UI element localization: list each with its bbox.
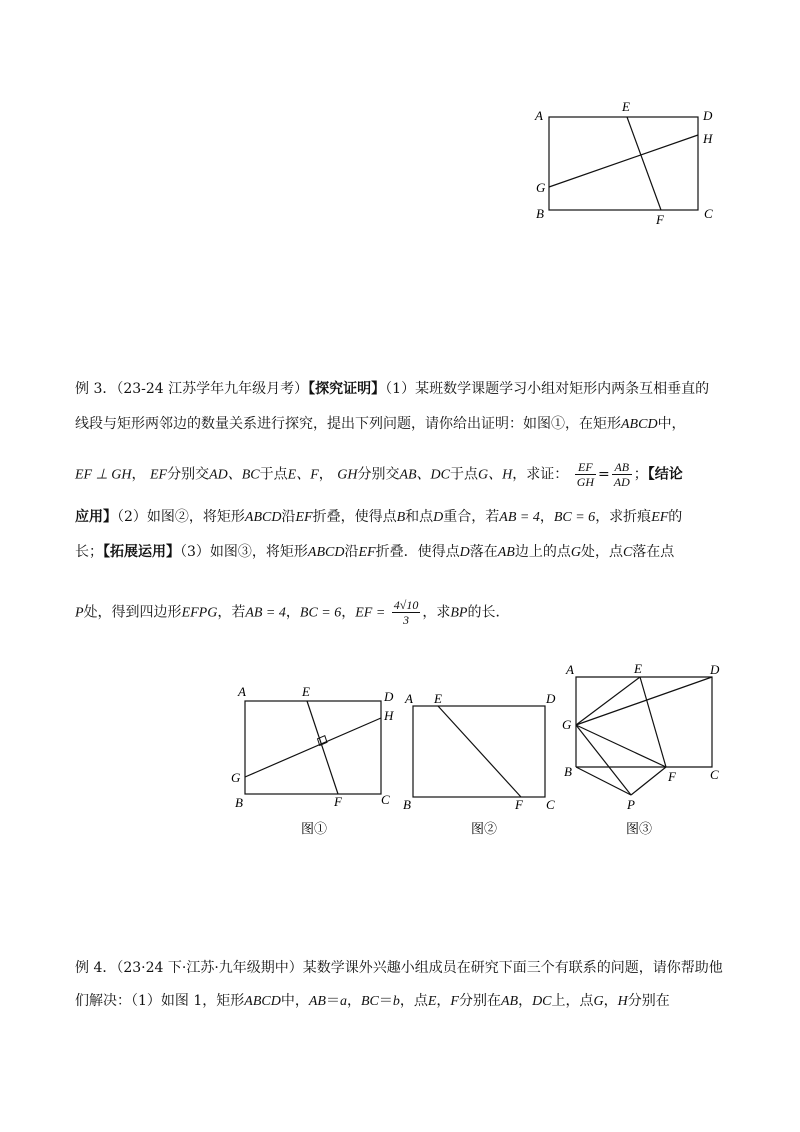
- ex4-l2-t4: ，: [346, 993, 361, 1009]
- fig2-label-a: A: [405, 691, 413, 706]
- fig1-label-f: F: [334, 794, 342, 809]
- ex3-fraction-4root10-3: $\frac{4√10}{3}$: [393, 598, 419, 627]
- ex3-gh: GH: [337, 467, 358, 483]
- figure-1: [231, 684, 394, 836]
- ex3-line-5: [75, 541, 674, 561]
- ex4-l2-t10: 上，点: [551, 993, 594, 1009]
- ex3-l5-t6: 边上的点: [514, 544, 571, 560]
- ex4-l2-ab: AB: [308, 994, 326, 1009]
- fig2-label-c: C: [546, 797, 555, 812]
- fig3-segment-bp: [576, 767, 631, 795]
- fig2-label-d: D: [546, 691, 556, 706]
- ex3-ef-points: E、F: [287, 467, 319, 483]
- ex3-l6-ab: AB = 4: [245, 605, 286, 621]
- fig1-label-c: C: [381, 792, 390, 807]
- ex4-text-1: 例 4．（23·24 下·江苏·九年级期中）某数学课外兴趣小组成员在研究下面三个有联系的问题，请你帮助他: [75, 960, 723, 976]
- ex3-line-3: [75, 460, 683, 489]
- fig1-label-g: G: [231, 770, 241, 785]
- ex3-l4-t7: 的: [668, 509, 683, 525]
- fig2-segment-ef: [438, 706, 521, 797]
- ex3-l6-c2: ，: [341, 604, 356, 621]
- ex3-l6-quad: EFPG: [181, 605, 218, 621]
- ex3-tag-extend: 【拓展运用】: [103, 544, 180, 560]
- ex3-text-1: （1）某班数学课题学习小组对矩形内两条互相垂直的: [385, 381, 710, 397]
- ex4-l2-e: E: [427, 994, 437, 1009]
- ex3-l6-t1: 处，得到四边形: [83, 604, 182, 621]
- ex3-line-6: [75, 598, 509, 627]
- ex3-t2: 于点: [259, 466, 288, 483]
- fig1-label-e: E: [302, 684, 310, 699]
- ex3-fraction-ef-gh: $\frac{EF}{GH}$: [576, 460, 595, 489]
- ex3-l5-t2: （3）如图③，将矩形: [180, 544, 308, 560]
- ex4-line-1: [75, 957, 723, 977]
- fig3-label-g: G: [562, 717, 572, 732]
- ex4-l2-b: b: [392, 994, 400, 1009]
- fig3-segment-ge: [576, 677, 640, 725]
- ex3-l4-c1: ，: [539, 509, 554, 525]
- ex3-tag-apply-a: 【结论: [647, 466, 683, 483]
- ex3-tag-apply-b: 应用】: [75, 509, 117, 525]
- fig3-label-d: D: [710, 662, 720, 677]
- ex3-l4-t1: （2）如图②，将矩形: [117, 509, 245, 525]
- ex3-l4-bc: BC = 6: [553, 510, 596, 525]
- ex4-l2-t7: ，: [436, 993, 451, 1009]
- fig1-label-a: A: [238, 684, 246, 699]
- fig3-segment-gp: [576, 725, 631, 795]
- fig3-label-p: P: [627, 797, 635, 812]
- ex3-l4-b: B: [396, 510, 406, 525]
- ex4-l2-a: a: [339, 994, 347, 1009]
- ex3-l6-ef: EF =: [355, 605, 386, 621]
- ex3-l6-t4: 的长．: [467, 604, 510, 621]
- ex4-l2-rect: ABCD: [244, 994, 281, 1009]
- ex3-l6-p: P: [75, 605, 84, 621]
- fig3-label-f: F: [668, 769, 676, 784]
- ex3-ef: EF: [149, 467, 168, 483]
- top-rectangle: [549, 117, 698, 210]
- ex4-l2-t9: ，: [518, 993, 533, 1009]
- ex3-l5-c: C: [622, 545, 633, 560]
- ex4-l2-bc: BC: [360, 994, 379, 1009]
- ex3-l4-t3: 折叠，使得点: [312, 509, 397, 525]
- ex3-l4-t6: ，求折痕: [595, 509, 652, 525]
- ex4-l2-ab2: AB: [500, 994, 519, 1009]
- fig1-label-h: H: [384, 708, 394, 723]
- ex3-tag-explore: 【探究证明】: [308, 381, 386, 397]
- ex4-l2-t8: 分别在: [458, 993, 501, 1009]
- ex3-rect-abcd: ABCD: [621, 417, 658, 432]
- ex3-text-2a: 线段与矩形两邻边的数量关系进行探究，提出下列问题，请你给出证明：如图①，在矩形: [75, 416, 621, 432]
- fig1-segment-gh: [245, 718, 381, 777]
- ex3-l5-t3: 沿: [344, 544, 359, 560]
- figure-2: [403, 691, 556, 836]
- ex3-l5-d: D: [459, 545, 470, 560]
- top-label-c: C: [704, 206, 713, 221]
- fig1-label-b: B: [235, 795, 243, 810]
- fig3-segment-ef: [640, 677, 666, 767]
- ex3-t3: ，: [318, 466, 333, 483]
- ex3-l6-c1: ，: [285, 604, 300, 621]
- ex3-comma: ，: [131, 466, 146, 483]
- fig1-label-d: D: [384, 689, 394, 704]
- ex3-l5-ef: EF: [358, 545, 376, 560]
- ex3-l5-t1: 长；: [75, 544, 103, 560]
- ex3-prefix: 例 3．（23-24 江苏学年九年级月考）: [75, 381, 309, 397]
- ex3-l6-bp: BP: [450, 605, 468, 621]
- top-label-e: E: [622, 99, 630, 114]
- ex4-l2-t2: 中，: [280, 993, 309, 1009]
- ex3-gh-points: G、H: [478, 467, 513, 483]
- fig2-caption: 图②: [471, 821, 498, 836]
- ex4-l2-t1: 们解决：（1）如图 1，矩形: [75, 993, 245, 1009]
- ex3-line-2: [75, 413, 686, 433]
- ex3-l5-t5: 落在: [469, 544, 498, 560]
- ex4-l2-f: F: [450, 994, 459, 1009]
- fig3-segment-fp: [631, 767, 666, 795]
- top-figure: [520, 95, 730, 230]
- top-label-b: B: [536, 206, 544, 221]
- ex3-l5-g: G: [570, 545, 581, 560]
- ex3-l4-ab: AB = 4: [499, 510, 540, 525]
- ex4-l2-t6: ，点: [399, 993, 428, 1009]
- fig2-label-b: B: [403, 797, 411, 812]
- ex3-equals: =: [598, 466, 610, 483]
- ex4-l2-g: G: [593, 994, 604, 1009]
- ex4-l2-t12: 分别在: [627, 993, 670, 1009]
- ex3-perp: EF ⊥ GH: [75, 467, 132, 483]
- ex4-l2-h: H: [617, 994, 628, 1009]
- ex4-l2-dc: DC: [532, 994, 552, 1009]
- fig3-segment-gd: [576, 677, 712, 725]
- ex3-l5-t7: 处，点: [580, 544, 623, 560]
- ex3-l5-t4: 折叠．使得点: [375, 544, 460, 560]
- ex3-t1: 分别交: [167, 466, 210, 483]
- ex3-l6-t2: ，若: [217, 604, 246, 621]
- top-segment-gh: [549, 135, 698, 187]
- ex3-l4-ef: EF: [295, 510, 313, 525]
- ex3-l4-d: D: [433, 510, 444, 525]
- top-label-f: F: [656, 212, 664, 227]
- ex3-l4-ef2: EF: [651, 510, 669, 525]
- ex4-line-2: [75, 990, 670, 1010]
- fig3-segment-gf: [576, 725, 666, 767]
- fig3-label-c: C: [710, 767, 719, 782]
- ex3-ab-dc: AB、DC: [399, 467, 451, 483]
- fig3-caption: 图③: [626, 821, 653, 836]
- ex3-t4: 分别交: [357, 466, 400, 483]
- fig1-caption: 图①: [301, 821, 328, 836]
- ex3-t5: 于点: [450, 466, 479, 483]
- ex4-l2-t5: ＝: [378, 993, 393, 1009]
- ex3-l4-t4: 和点: [405, 509, 434, 525]
- top-label-a: A: [535, 108, 543, 123]
- ex3-l4-rect: ABCD: [244, 510, 282, 525]
- ex3-l5-ab: AB: [497, 545, 515, 560]
- fig3-label-a: A: [566, 662, 574, 677]
- ex3-t6: ，求证：: [512, 466, 569, 483]
- ex3-fraction-ab-ad: $\frac{AB}{AD}$: [613, 460, 630, 489]
- ex3-l6-bc: BC = 6: [299, 605, 342, 621]
- ex3-line-4: [75, 506, 682, 526]
- fig3-label-e: E: [634, 661, 642, 676]
- ex3-ad-bc: AD、BC: [209, 467, 260, 483]
- ex4-l2-t3: ＝: [325, 993, 340, 1009]
- fig2-label-e: E: [434, 691, 442, 706]
- ex3-l4-t5: 重合，若: [443, 509, 500, 525]
- fig3-label-b: B: [564, 764, 572, 779]
- ex3-l5-t8: 落在点: [632, 544, 675, 560]
- ex3-line-1: [75, 378, 709, 398]
- top-label-g: G: [536, 180, 546, 195]
- top-segment-ef: [627, 117, 661, 210]
- fig2-label-f: F: [515, 797, 523, 812]
- top-label-h: H: [703, 131, 713, 146]
- ex4-l2-t11: ，: [603, 993, 618, 1009]
- figures-row: [220, 655, 740, 840]
- ex3-l5-rect: ABCD: [307, 545, 345, 560]
- ex3-l4-t2: 沿: [281, 509, 296, 525]
- ex3-l6-t3: ，求: [422, 604, 451, 621]
- ex3-text-2b: 中，: [657, 416, 686, 432]
- figure-3: [562, 661, 720, 836]
- ex3-t7: ；: [633, 466, 648, 483]
- top-label-d: D: [703, 108, 713, 123]
